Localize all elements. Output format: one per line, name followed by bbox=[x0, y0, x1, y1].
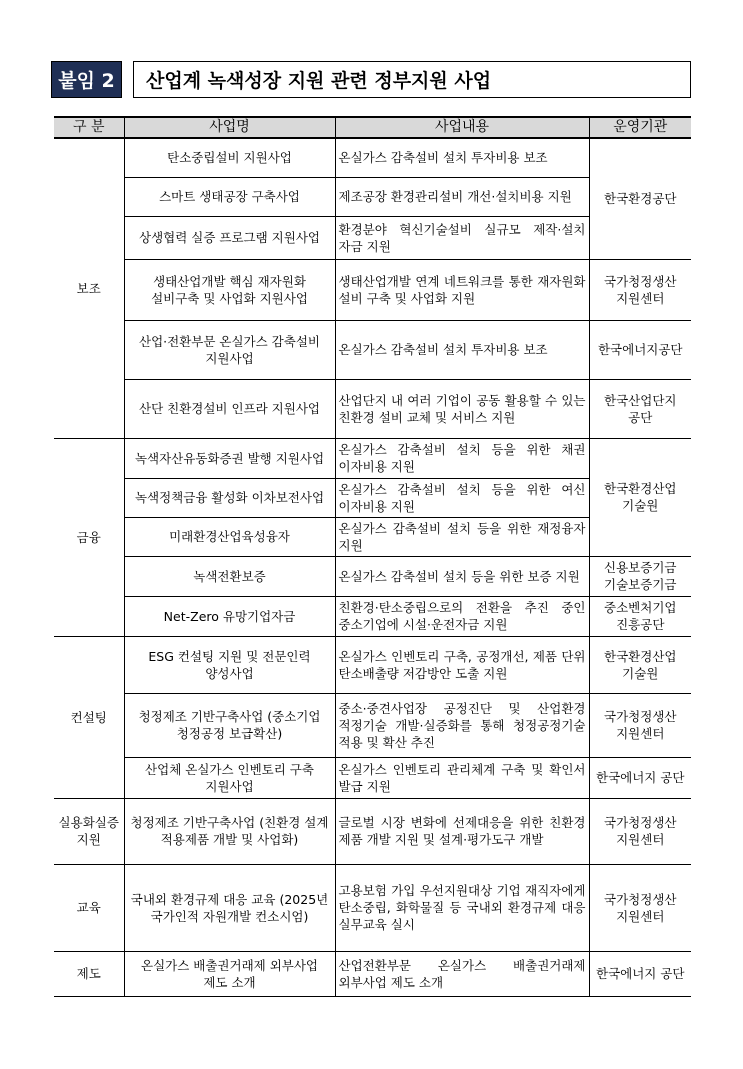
column-header-category: 구 분 bbox=[54, 117, 124, 138]
program-name-cell: 청정제조 기반구축사업 (중소기업 청정공정 보급확산) bbox=[124, 693, 335, 757]
category-cell: 실용화실증 지원 bbox=[54, 798, 124, 864]
program-content-cell: 환경분야 혁신기술설비 실규모 제작·설치 자금 지원 bbox=[335, 216, 589, 259]
agency-cell: 국가청정생산 지원센터 bbox=[589, 259, 691, 320]
program-content-cell: 산업전환부문 온실가스 배출권거래제 외부사업 제도 소개 bbox=[335, 951, 589, 996]
program-name-cell: 온실가스 배출권거래제 외부사업 제도 소개 bbox=[124, 951, 335, 996]
table-header-row bbox=[54, 117, 691, 138]
category-cell: 제도 bbox=[54, 951, 124, 996]
table-row bbox=[54, 693, 691, 757]
agency-cell: 국가청정생산 지원센터 bbox=[589, 864, 691, 951]
program-content-cell: 고용보험 가입 우선지원대상 기업 재직자에게 탄소중립, 화학물질 등 국내외 환경규제 대응 실무교육 실시 bbox=[335, 864, 589, 951]
support-programs-table bbox=[54, 116, 691, 997]
attachment-badge: 붙임 2 bbox=[51, 61, 122, 98]
program-name-cell: 상생협력 실증 프로그램 지원사업 bbox=[124, 216, 335, 259]
program-content-cell: 온실가스 감축설비 설치 투자비용 보조 bbox=[335, 138, 589, 177]
table-row bbox=[54, 757, 691, 798]
table-row bbox=[54, 259, 691, 320]
program-name-cell: 미래환경산업육성융자 bbox=[124, 517, 335, 556]
agency-cell: 한국환경산업 기술원 bbox=[589, 438, 691, 556]
program-content-cell: 중소·중견사업장 공정진단 및 산업환경 적정기술 개발·실증화를 통해 청정공정기술 적용 및 확산 추진 bbox=[335, 693, 589, 757]
table-row bbox=[54, 636, 691, 693]
agency-cell: 신용보증기금 기술보증기금 bbox=[589, 556, 691, 596]
agency-cell: 한국에너지 공단 bbox=[589, 951, 691, 996]
program-name-cell: 녹색전환보증 bbox=[124, 556, 335, 596]
program-name-cell: Net-Zero 유망기업자금 bbox=[124, 596, 335, 636]
program-name-cell: 청정제조 기반구축사업 (친환경 설계 적용제품 개발 및 사업화) bbox=[124, 798, 335, 864]
program-content-cell: 친환경·탄소중립으로의 전환을 추진 중인 중소기업에 시설·운전자금 지원 bbox=[335, 596, 589, 636]
program-content-cell: 산업단지 내 여러 기업이 공동 활용할 수 있는 친환경 설비 교체 및 서비스 지원 bbox=[335, 379, 589, 438]
program-name-cell: 산업체 온실가스 인벤토리 구축 지원사업 bbox=[124, 757, 335, 798]
program-content-cell: 온실가스 감축설비 설치 등을 위한 여신 이자비용 지원 bbox=[335, 478, 589, 517]
table-row bbox=[54, 379, 691, 438]
column-header-program-name: 사업명 bbox=[124, 117, 335, 138]
agency-cell: 한국에너지공단 bbox=[589, 320, 691, 379]
program-content-cell: 온실가스 감축설비 설치 등을 위한 보증 지원 bbox=[335, 556, 589, 596]
agency-cell: 한국에너지 공단 bbox=[589, 757, 691, 798]
agency-cell: 한국산업단지 공단 bbox=[589, 379, 691, 438]
table-row bbox=[54, 798, 691, 864]
program-content-cell: 제조공장 환경관리설비 개선·설치비용 지원 bbox=[335, 177, 589, 216]
agency-cell: 국가청정생산 지원센터 bbox=[589, 798, 691, 864]
program-name-cell: 스마트 생태공장 구축사업 bbox=[124, 177, 335, 216]
program-content-cell: 글로벌 시장 변화에 선제대응을 위한 친환경 제품 개발 지원 및 설계·평가도구 개발 bbox=[335, 798, 589, 864]
category-cell: 컨설팅 bbox=[54, 636, 124, 798]
agency-cell: 한국환경공단 bbox=[589, 138, 691, 259]
program-content-cell: 온실가스 감축설비 설치 등을 위한 재정융자 지원 bbox=[335, 517, 589, 556]
agency-cell: 국가청정생산 지원센터 bbox=[589, 693, 691, 757]
program-name-cell: 국내외 환경규제 대응 교육 (2025년 국가인적 자원개발 컨소시엄) bbox=[124, 864, 335, 951]
program-name-cell: 산업·전환부문 온실가스 감축설비 지원사업 bbox=[124, 320, 335, 379]
program-content-cell: 온실가스 인벤토리 구축, 공정개선, 제품 단위 탄소배출량 저감방안 도출 지원 bbox=[335, 636, 589, 693]
table-row bbox=[54, 556, 691, 596]
program-content-cell: 온실가스 감축설비 설치 등을 위한 채권 이자비용 지원 bbox=[335, 438, 589, 478]
table-row bbox=[54, 951, 691, 996]
category-cell: 보조 bbox=[54, 138, 124, 438]
table-row bbox=[54, 438, 691, 478]
category-cell: 교육 bbox=[54, 864, 124, 951]
table-row bbox=[54, 864, 691, 951]
program-content-cell: 온실가스 인벤토리 관리체계 구축 및 확인서 발급 지원 bbox=[335, 757, 589, 798]
program-name-cell: 산단 친환경설비 인프라 지원사업 bbox=[124, 379, 335, 438]
page-header bbox=[51, 61, 691, 99]
agency-cell: 한국환경산업 기술원 bbox=[589, 636, 691, 693]
table-row bbox=[54, 138, 691, 177]
page-title: 산업계 녹색성장 지원 관련 정부지원 사업 bbox=[133, 61, 691, 98]
program-name-cell: 녹색정책금융 활성화 이차보전사업 bbox=[124, 478, 335, 517]
category-cell: 금융 bbox=[54, 438, 124, 636]
program-name-cell: ESG 컨설팅 지원 및 전문인력 양성사업 bbox=[124, 636, 335, 693]
column-header-program-content: 사업내용 bbox=[335, 117, 589, 138]
program-name-cell: 탄소중립설비 지원사업 bbox=[124, 138, 335, 177]
table-row bbox=[54, 596, 691, 636]
table-row bbox=[54, 320, 691, 379]
program-name-cell: 녹색자산유동화증권 발행 지원사업 bbox=[124, 438, 335, 478]
program-content-cell: 온실가스 감축설비 설치 투자비용 보조 bbox=[335, 320, 589, 379]
program-name-cell: 생태산업개발 핵심 재자원화 설비구축 및 사업화 지원사업 bbox=[124, 259, 335, 320]
program-content-cell: 생태산업개발 연계 네트워크를 통한 재자원화 설비 구축 및 사업화 지원 bbox=[335, 259, 589, 320]
agency-cell: 중소벤처기업 진흥공단 bbox=[589, 596, 691, 636]
column-header-operating-agency: 운영기관 bbox=[589, 117, 691, 138]
